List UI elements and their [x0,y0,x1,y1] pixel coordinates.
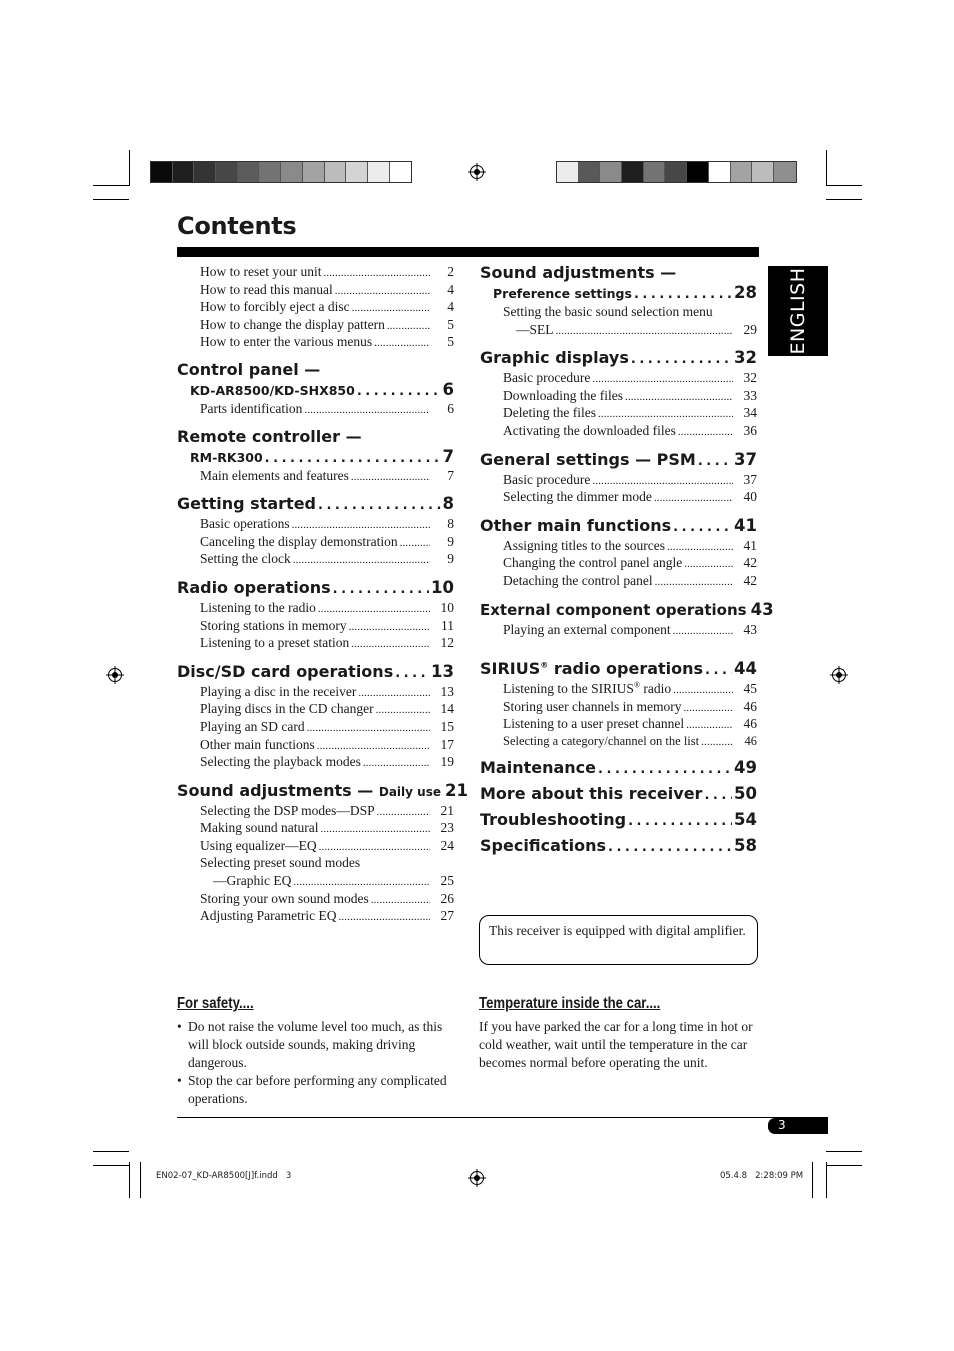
toc-item[interactable] [480,698,757,716]
toc-section-page: 43 [750,599,774,619]
toc-section-page: 37 [734,449,757,469]
toc-section-page: 44 [734,659,757,679]
toc-item-label: Selecting the DSP modes—DSP [200,802,375,818]
toc-item-page: 32 [743,370,757,386]
crop-mark [826,199,862,200]
toc-item-page: 42 [743,555,757,571]
toc-item-list [177,467,454,485]
title-rule [177,247,759,257]
toc-item-page: 43 [743,621,757,637]
language-tab [768,266,828,356]
toc-item[interactable] [177,333,454,351]
toc-item-list [177,599,454,652]
toc-item-page: 6 [447,400,454,416]
toc-section-row[interactable] [177,780,468,802]
toc-left-column [177,263,468,925]
toc-item-page: 5 [447,334,454,350]
color-swatch [259,162,281,182]
toc-item-label: Selecting the dimmer mode [503,489,652,505]
toc-item[interactable] [177,753,454,771]
toc-item[interactable] [177,802,454,820]
color-swatch [622,162,644,182]
toc-item[interactable] [177,281,454,299]
leader-dots [655,572,733,592]
toc-section-page: 21 [444,780,468,800]
toc-item-page: 27 [440,908,454,924]
page-number: 3 [778,1118,786,1132]
leader-dots [357,381,441,402]
toc-item-label: How to enter the various menus [200,334,373,350]
toc-section-page: 49 [734,757,757,777]
toc-item-page: 2 [447,264,454,279]
crop-mark [93,1165,129,1166]
toc-item-label[interactable]: Selecting preset sound modes [200,855,361,871]
toc-item-list [480,680,757,750]
toc-item-page: 40 [743,489,757,505]
toc-item[interactable] [177,298,454,316]
toc-item-label: Storing user channels in memory [503,698,682,714]
toc-section-row[interactable] [480,835,757,857]
toc-item-page: 46 [743,698,757,714]
leader-dots [698,449,732,473]
toc-section-title [177,780,441,803]
toc-section-page: 54 [734,809,757,829]
toc-section-page: 10 [431,577,454,597]
toc-item-label: Listening to the radio [200,599,316,615]
toc-item[interactable] [177,819,454,837]
color-swatch [709,162,731,182]
registration-mark-icon [470,1171,484,1185]
color-swatch [600,162,622,182]
toc-section-row[interactable] [177,447,454,467]
toc-section-page: 8 [442,494,454,514]
toc-item-list [177,683,454,771]
toc-section-title: Troubleshooting [480,809,627,829]
toc-item-label: Playing discs in the CD changer [200,701,374,717]
toc-item[interactable] [177,550,454,568]
toc-item-list [480,621,757,639]
toc-item-label: Basic procedure [503,370,591,386]
crop-mark [826,1165,862,1166]
toc-section-title-main: Sound adjustments — [177,780,374,800]
toc-item-label: Using equalizer—EQ [200,837,317,853]
language-tab-label: ENGLISH [787,267,809,355]
leader-dots [318,493,441,517]
crop-mark [93,199,129,200]
leader-dots [293,550,430,570]
toc-item[interactable] [480,488,757,506]
toc-section-title: Radio operations [177,577,331,597]
toc-item[interactable] [480,387,757,405]
color-swatch [368,162,390,182]
leader-dots [673,515,732,539]
toc-item[interactable] [177,533,454,551]
crop-mark [812,1162,813,1198]
color-swatch [346,162,368,182]
toc-item[interactable] [177,700,454,718]
toc-item[interactable] [480,572,757,590]
leader-dots [363,753,430,773]
toc-item-label: —SEL [516,321,554,337]
toc-item-list [480,303,757,338]
toc-item-page: 29 [743,321,757,337]
toc-intro-list [177,263,454,351]
toc-item[interactable] [177,617,454,635]
color-swatch [752,162,774,182]
color-swatch [303,162,325,182]
footer-date: 05.4.8 2:28:09 PM [720,1171,804,1181]
toc-item[interactable] [480,422,757,440]
toc-item-label: Changing the control panel angle [503,555,683,571]
toc-item-page: 37 [743,471,757,487]
toc-section-page: 50 [734,783,757,803]
toc-section-page: 6 [442,379,454,399]
color-swatch [238,162,260,182]
toc-item-list [480,471,757,506]
toc-item-page: 26 [440,890,454,906]
toc-item-list [177,802,454,925]
toc-item-label: Canceling the display demonstration [200,533,398,549]
toc-section-row[interactable] [480,449,757,471]
toc-section-subtitle: Preference settings [493,286,632,301]
bottom-rule [177,1117,828,1118]
toc-item[interactable] [177,316,454,334]
toc-item-list [480,537,757,590]
toc-item-label: —Graphic EQ [213,873,292,889]
toc-item-label: Basic operations [200,516,290,532]
toc-section-title-small: Daily use [378,784,441,799]
toc-section-subtitle: KD-AR8500/KD-SHX850 [190,382,355,398]
registered-mark: ® [540,660,549,670]
leader-dots [351,467,430,487]
toc-section-row[interactable] [480,757,757,779]
leader-dots [704,783,732,807]
color-bar-left [150,161,412,183]
color-swatch [173,162,195,182]
toc-item-list [177,400,454,418]
toc-item-page: 34 [743,405,757,421]
toc-item[interactable] [480,554,757,572]
toc-item-label: Playing an external component [503,621,671,637]
leader-dots [395,661,429,685]
toc-item-label: Selecting a category/channel on the list [503,733,700,748]
toc-item[interactable] [177,263,454,281]
toc-item[interactable] [177,634,454,652]
toc-item-page: 10 [440,599,454,615]
toc-item[interactable] [177,400,454,418]
toc-item-label: Detaching the control panel [503,572,653,588]
toc-item-label: Other main functions [200,736,315,752]
toc-item-page: 25 [440,873,454,889]
temperature-heading: Temperature inside the car.... [479,995,661,1012]
color-swatch [216,162,238,182]
toc-item-label: Setting the clock [200,551,291,567]
toc-item-label: Listening to the SIRIUS® radio [503,680,672,697]
toc-item-page: 14 [440,701,454,717]
toc-section-title: External component operations [480,600,747,619]
leader-dots [631,347,732,371]
leader-dots [701,733,733,752]
toc-section-page: 32 [734,348,757,368]
toc-section-title: Sound adjustments — [480,263,677,282]
toc-item-page: 42 [743,572,757,588]
toc-item-page: 24 [440,837,454,853]
toc-section-title: Specifications [480,835,606,855]
toc-item-label: Storing your own sound modes [200,890,369,906]
toc-item-page: 5 [447,316,454,332]
toc-section-row[interactable] [480,658,757,680]
toc-item-label: Storing stations in memory [200,617,347,633]
toc-section-row[interactable] [177,661,454,683]
toc-section-page: 41 [734,515,757,535]
leader-dots [333,577,429,601]
toc-item[interactable] [177,907,454,925]
toc-item-page: 19 [440,754,454,770]
toc-section-page: 58 [734,835,757,855]
toc-item-page: 11 [441,617,454,633]
toc-item-page: 45 [743,681,757,697]
toc-item-page: 33 [743,387,757,403]
toc-item-label: How to reset your unit [200,264,322,279]
footer-file-info: EN02-07_KD-AR8500[J]f.indd 3 [156,1171,292,1181]
registration-mark-icon [108,668,122,682]
toc-section-subtitle: RM-RK300 [190,449,263,465]
page-number-tab [768,1118,828,1134]
toc-item[interactable] [177,837,454,855]
toc-item[interactable] [480,680,757,698]
toc-item-label: Parts identification [200,400,303,416]
toc-section-title: Other main functions [480,515,672,535]
toc-item-label: Deleting the files [503,405,596,421]
color-swatch [390,162,412,182]
crop-mark [93,1151,129,1152]
safety-item: • Stop the car before performing any complicated operations. [177,1072,462,1108]
registration-mark-icon [832,668,846,682]
toc-item-label: Downloading the files [503,387,623,403]
safety-item: • Do not raise the volume level too much, as this will block outside sounds, making driving dangerous. [177,1018,462,1072]
leader-dots [654,488,733,508]
toc-item-page: 9 [447,551,454,567]
leader-dots [608,835,732,859]
toc-section-row[interactable] [177,577,454,599]
toc-item[interactable] [480,621,757,639]
toc-item-label: Selecting the playback modes [200,754,361,770]
toc-item-page: 12 [440,635,454,651]
color-swatch [665,162,687,182]
color-swatch [325,162,347,182]
toc-item[interactable] [177,718,454,736]
toc-item-page: 17 [440,736,454,752]
toc-section-title [480,658,703,680]
leader-dots [351,634,430,654]
toc-item[interactable] [177,467,454,485]
toc-section-title: Graphic displays [480,348,629,368]
toc-section-title: Disc/SD card operations [177,661,394,681]
leader-dots [265,448,441,469]
toc-right-column [480,263,774,857]
toc-item[interactable] [480,733,757,751]
page-title: Contents [177,212,297,240]
toc-item[interactable] [480,404,757,422]
leader-dots [634,284,732,305]
crop-mark [826,185,862,186]
toc-item-label: Main elements and features [200,467,349,483]
leader-dots [304,400,430,420]
toc-item-page: 46 [744,733,757,748]
leader-dots [705,658,732,682]
crop-mark [826,1162,827,1198]
toc-item[interactable] [480,471,757,489]
toc-item-label: Activating the downloaded files [503,422,676,438]
toc-section-page: 28 [734,283,757,302]
toc-item-label: Adjusting Parametric EQ [200,908,337,924]
color-swatch [151,162,173,182]
toc-item-page: 46 [743,716,757,732]
toc-item-page: 23 [440,820,454,836]
toc-section-title: Maintenance [480,757,597,777]
toc-item-label: Assigning titles to the sources [503,537,665,553]
color-swatch [557,162,579,182]
toc-item-label: Listening to a user preset channel [503,716,685,732]
toc-item-list [177,515,454,568]
crop-mark [129,150,130,186]
color-swatch [281,162,303,182]
toc-item-label: How to read this manual [200,281,333,297]
toc-item-label: How to change the display pattern [200,316,385,332]
sirius-brand: SIRIUS [480,659,541,679]
toc-section-row[interactable] [177,493,454,515]
toc-section-title: Control panel — [177,359,321,379]
registered-mark: ® [633,680,640,690]
registration-mark-icon [470,165,484,179]
toc-item-page: 4 [447,299,454,315]
toc-item-page: 21 [440,802,454,818]
crop-mark [826,1151,862,1152]
crop-mark [826,150,827,186]
safety-heading: For safety.... [177,995,254,1012]
toc-item-page: 4 [447,281,454,297]
crop-mark [140,1162,141,1198]
color-swatch [194,162,216,182]
color-swatch [687,162,709,182]
color-swatch [731,162,753,182]
leader-dots [338,907,430,927]
color-bar-right [556,161,797,183]
toc-item[interactable] [177,515,454,533]
safety-list [177,1018,462,1108]
toc-item[interactable] [177,890,454,908]
toc-item[interactable] [177,736,454,754]
toc-item-page: 13 [440,683,454,699]
toc-section-title-rest: radio operations [548,659,704,679]
toc-item-label: Listening to a preset station [200,635,350,651]
toc-section-title: Getting started [177,494,316,514]
toc-item-page: 36 [743,422,757,438]
crop-mark [129,1162,130,1198]
toc-item-label: Playing an SD card [200,718,305,734]
toc-section-title: General settings — PSM [480,449,696,469]
toc-section-row[interactable] [177,380,454,400]
leader-dots [678,422,733,442]
leader-dots [556,321,733,341]
color-swatch [579,162,601,182]
toc-item[interactable] [177,872,454,890]
toc-item-label: Making sound natural [200,820,319,836]
toc-section-row[interactable] [480,783,757,805]
toc-section-row[interactable] [480,599,774,621]
toc-section-title: More about this receiver [480,783,703,803]
temperature-text: If you have parked the car for a long time in hot or cold weather, wait until the temperature in the car becomes normal before operating the unit. [479,1019,753,1070]
toc-item-label: Playing a disc in the receiver [200,683,357,699]
toc-item-label: How to forcibly eject a disc [200,299,350,315]
toc-section-row[interactable] [480,809,757,831]
crop-mark [93,185,129,186]
toc-section-page: 13 [431,661,454,681]
toc-section-title: Remote controller — [177,426,362,446]
toc-section-row[interactable] [480,515,757,537]
toc-item-page: 41 [743,537,757,553]
toc-item-label: Basic procedure [503,471,591,487]
leader-dots [628,809,732,833]
toc-item-label[interactable]: Setting the basic sound selection menu [503,304,713,319]
toc-item[interactable] [177,599,454,617]
color-swatch [774,162,796,182]
toc-item-page: 9 [447,533,454,549]
toc-item[interactable] [480,321,757,339]
toc-item[interactable] [480,715,757,733]
toc-section-row[interactable] [480,283,757,303]
toc-section-row[interactable] [480,347,757,369]
toc-item[interactable] [177,683,454,701]
toc-item[interactable] [480,537,757,555]
leader-dots [598,757,732,781]
note-box: This receiver is equipped with digital amplifier. [479,915,758,965]
toc-item-page: 7 [447,467,454,483]
leader-dots [673,621,733,641]
toc-item[interactable] [480,369,757,387]
toc-item-list [480,369,757,439]
toc-item-page: 15 [440,718,454,734]
color-swatch [644,162,666,182]
toc-item-page: 8 [447,516,454,532]
leader-dots [374,333,430,353]
toc-section-page: 7 [442,446,454,466]
